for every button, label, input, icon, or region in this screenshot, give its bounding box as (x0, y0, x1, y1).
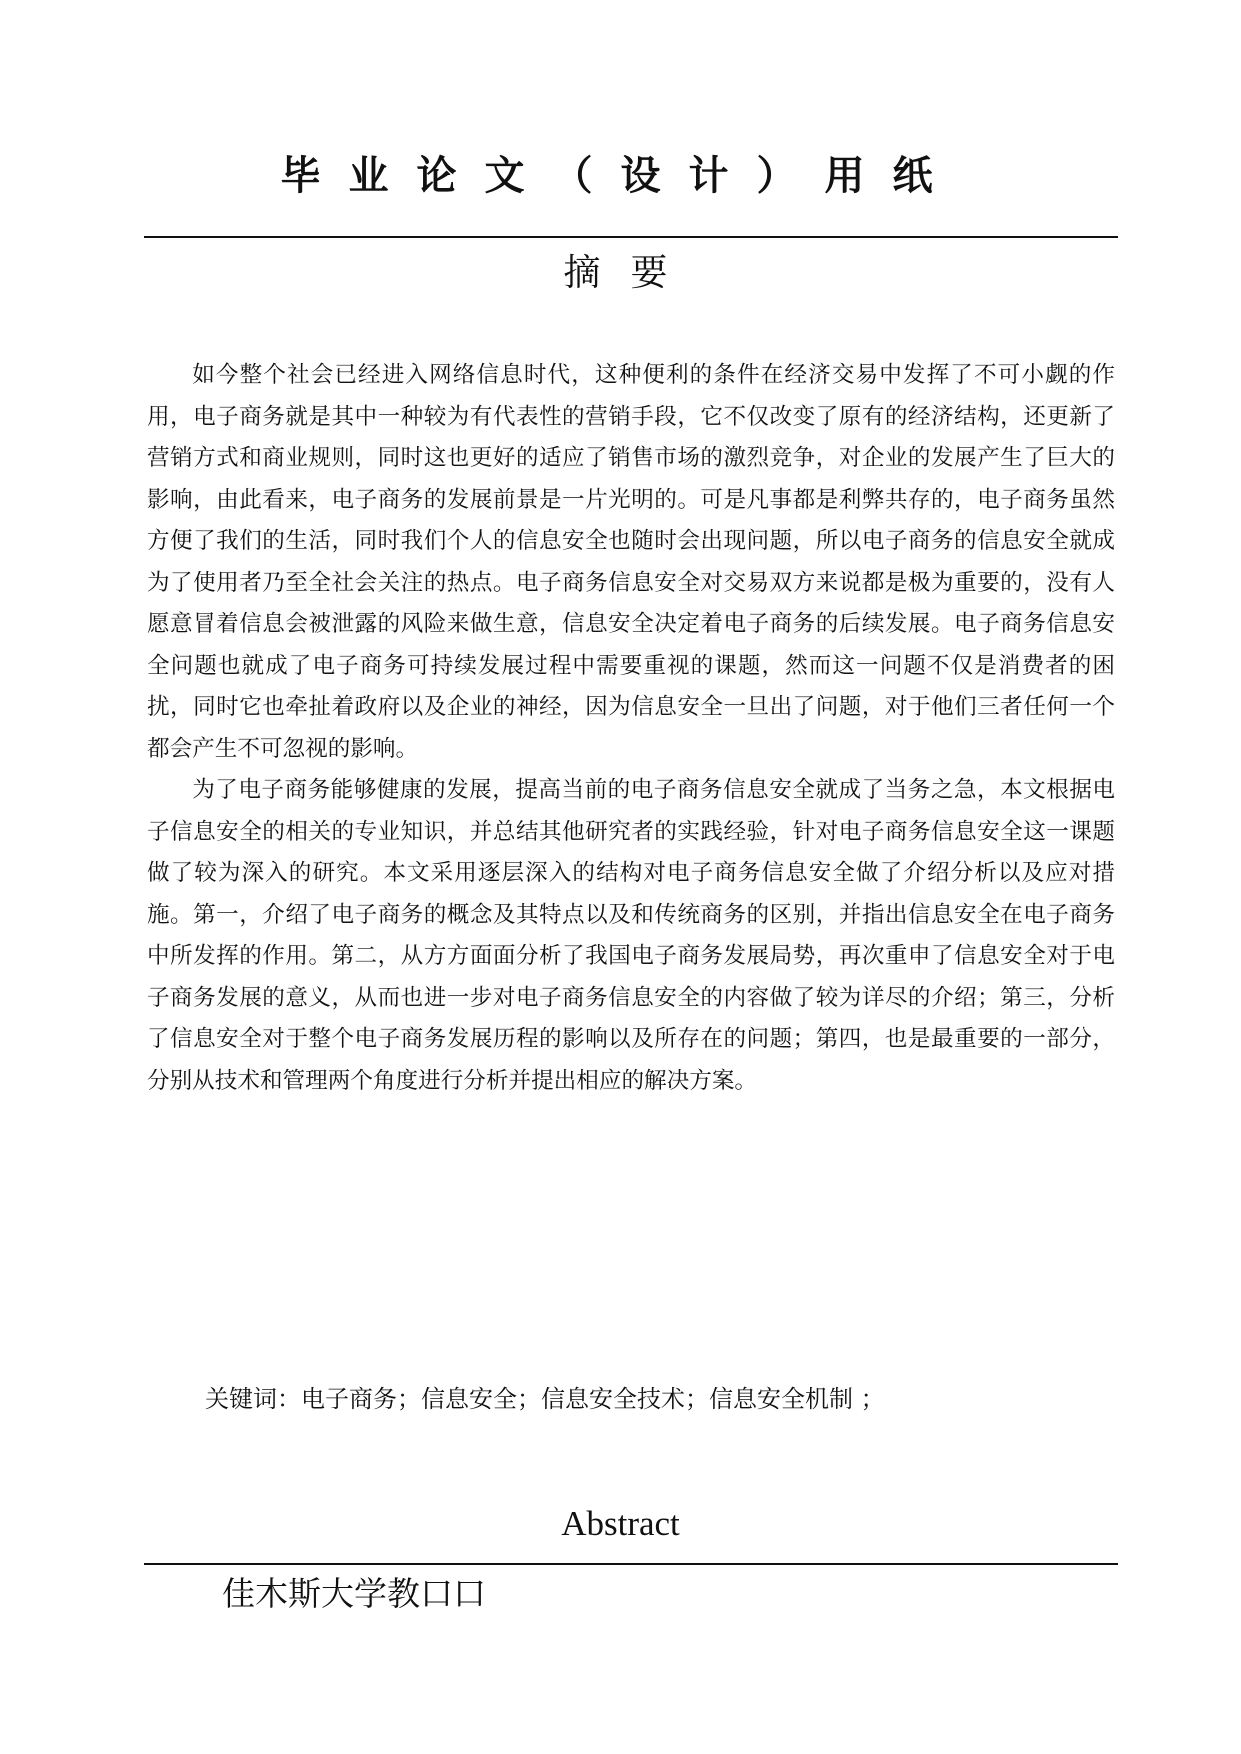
keywords-line: 关键词：电子商务；信息安全；信息安全技术；信息安全机制 ； (205, 1385, 885, 1413)
abstract-body (147, 355, 1115, 1102)
page-header-title: 毕业论文（设计）用纸 (280, 152, 961, 199)
abstract-paragraph-1: 如今整个社会已经进入网络信息时代，这种便利的条件在经济交易中发挥了不可小觑的作用，电子商务就是其中一种较为有代表性的营销手段，它不仅改变了原有的经济结构，还更新了营销方式和商业规则，同时这也更好的适应了销售市场的激烈竞争，对企业的发展产生了巨大的影响，由此看来，电子商务的发展前景是一片光明的。可是凡事都是利弊共存的，电子商务虽然方便了我们的生活，同时我们个人的信息安全也随时会出现问题，所以电子商务的信息安全就成为了使用者乃至全社会关注的热点。电子商务信息安全对交易双方来说都是极为重要的，没有人愿意冒着信息会被泄露的风险来做生意，信息安全决定着电子商务的后续发展。电子商务信息安全问题也就成了电子商务可持续发展过程中需要重视的课题，然而这一问题不仅是消费者的困扰，同时它也牵扯着政府以及企业的神经，因为信息安全一旦出了问题，对于他们三者任何一个都会产生不可忽视的影响。 (147, 362, 1115, 762)
english-abstract-heading: Abstract (561, 1504, 680, 1543)
abstract-heading: 摘要 (563, 251, 698, 294)
footer-organization: 佳木斯大学教口口 (222, 1574, 486, 1613)
header-divider (144, 236, 1118, 238)
abstract-paragraph-2: 为了电子商务能够健康的发展，提高当前的电子商务信息安全就成了当务之急，本文根据电子信息安全的相关的专业知识，并总结其他研究者的实践经验，针对电子商务信息安全这一课题做了较为深入的研究。本文采用逐层深入的结构对电子商务信息安全做了介绍分析以及应对措施。第一，介绍了电子商务的概念及其特点以及和传统商务的区别，并指出信息安全在电子商务中所发挥的作用。第二，从方方面面分析了我国电子商务发展局势，再次重申了信息安全对于电子商务发展的意义，从而也进一步对电子商务信息安全的内容做了较为详尽的介绍；第三，分析了信息安全对于整个电子商务发展历程的影响以及所存在的问题；第四，也是最重要的一部分，分别从技术和管理两个角度进行分析并提出相应的解决方案。 (147, 777, 1115, 1094)
footer-divider (144, 1563, 1118, 1565)
